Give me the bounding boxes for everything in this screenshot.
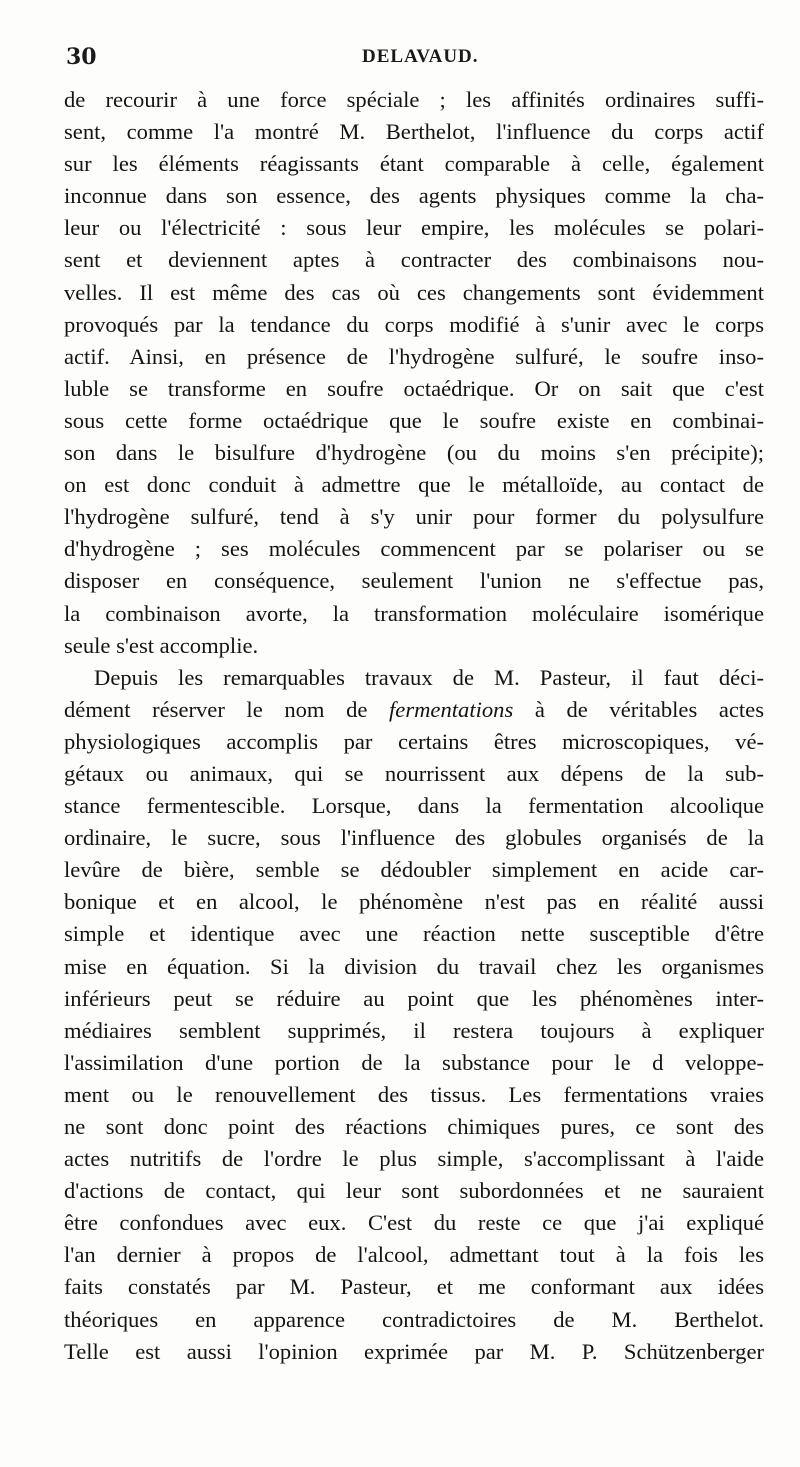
text-line: actes nutritifs de l'ordre le plus simple, s'accomplissant à l'aide [64, 1146, 764, 1172]
text-line: provoqués par la tendance du corps modifié à s'unir avec le corps [64, 311, 764, 337]
text-line: faits constatés par M. Pasteur, et me conformant aux idées [64, 1274, 764, 1300]
text-line: de recourir à une force spéciale ; les affinités ordinaires suffi- [64, 87, 764, 112]
text-line: sent, comme l'a montré M. Berthelot, l'influence du corps actif [64, 119, 764, 145]
paragraph-1 [64, 84, 764, 662]
text-line: théoriques en apparence contradictoires de M. Berthelot. [64, 1306, 764, 1332]
text-line: levûre de bière, semble se dédoubler simplement en acide car- [64, 857, 764, 883]
text-line: d'actions de contact, qui leur sont subordonnées et ne sauraient [64, 1178, 764, 1204]
text-line: seule s'est accomplie. [64, 632, 259, 658]
text-line: sent et deviennent aptes à contracter des combinaisons nou- [64, 247, 764, 273]
text-line: l'assimilation d'une portion de la substance pour le d veloppe- [64, 1049, 764, 1075]
text-line: inconnue dans son essence, des agents physiques comme la cha- [64, 183, 764, 209]
text-line: gétaux ou animaux, qui se nourrissent aux dépens de la sub- [64, 760, 764, 786]
text-line: être confondues avec eux. C'est du reste ce que j'ai expliqué [64, 1210, 764, 1236]
text-line: ne sont donc point des réactions chimiques pures, ce sont des [64, 1114, 764, 1139]
text-line: actif. Ainsi, en présence de l'hydrogène sulfuré, le soufre inso- [64, 343, 764, 369]
text-line: inférieurs peut se réduire au point que les phénomènes inter- [64, 985, 764, 1011]
text-line: l'hydrogène sulfuré, tend à s'y unir pour former du polysulfure [64, 504, 764, 530]
paragraph-2 [64, 662, 764, 1368]
text-line: bonique et en alcool, le phénomène n'est pas en réalité aussi [64, 889, 764, 915]
text-line: sur les éléments réagissants étant comparable à celle, également [64, 151, 764, 177]
text-line-with-italic [64, 694, 764, 726]
text-line: ment ou le renouvellement des tissus. Les fermentations vraies [64, 1081, 764, 1107]
text-line: luble se transforme en soufre octaédrique. Or on sait que c'est [64, 375, 764, 401]
text-line: d'hydrogène ; ses molécules commencent par se polariser ou se [64, 536, 764, 562]
text-line: physiologiques accomplis par certains êtres microscopiques, vé- [64, 728, 764, 754]
text-line: la combinaison avorte, la transformation moléculaire isomérique [64, 600, 764, 626]
running-head: DELAVAUD. [362, 46, 479, 67]
text-line: Telle est aussi l'opinion exprimée par M. P. Schützenberger [64, 1338, 764, 1364]
body-text [64, 84, 764, 1368]
text-line: l'an dernier à propos de l'alcool, admettant tout à la fois les [64, 1242, 764, 1268]
text-fragment: à de véritables actes [513, 696, 764, 722]
text-line: stance fermentescible. Lorsque, dans la fermentation alcoolique [64, 793, 764, 819]
italic-term: fermentations [389, 696, 514, 722]
text-fragment: dément réserver le nom de [64, 696, 390, 722]
text-line: ordinaire, le sucre, sous l'influence des globules organisés de la [64, 825, 764, 851]
text-line: velles. Il est même des cas où ces changements sont évidemment [64, 279, 764, 305]
text-line: sous cette forme octaédrique que le soufre existe en combinai- [64, 407, 764, 433]
text-line: Depuis les remarquables travaux de M. Pasteur, il faut déci- [94, 664, 764, 690]
text-line: son dans le bisulfure d'hydrogène (ou du moins s'en précipite); [64, 440, 764, 466]
text-line: on est donc conduit à admettre que le métalloïde, au contact de [64, 472, 764, 498]
text-line: disposer en conséquence, seulement l'union ne s'effectue pas, [64, 568, 764, 594]
text-line: simple et identique avec une réaction nette susceptible d'être [64, 921, 764, 947]
page-header [66, 44, 766, 74]
text-line: leur ou l'électricité : sous leur empire, les molécules se polari- [64, 215, 764, 241]
text-line: médiaires semblent supprimés, il restera toujours à expliquer [64, 1017, 764, 1043]
page-number: 30 [66, 44, 97, 70]
text-line: mise en équation. Si la division du travail chez les organismes [64, 953, 764, 979]
